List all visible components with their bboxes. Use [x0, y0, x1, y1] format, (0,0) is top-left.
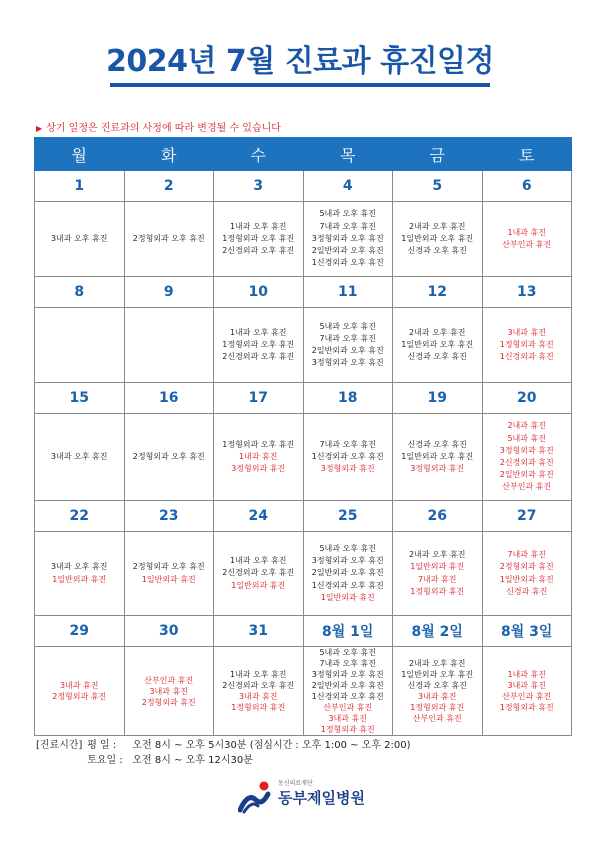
closure-cell [482, 647, 572, 736]
afternoon-closure: 1정형외과 오후 휴진 [222, 339, 295, 349]
date-cell: 11 [303, 277, 393, 308]
full-day-closure: 1일반외과 휴진 [52, 574, 107, 584]
full-day-closure: 1일반외과 휴진 [499, 574, 554, 584]
afternoon-closure: 1내과 오후 휴진 [229, 221, 287, 231]
full-day-closure: 3내과 휴진 [149, 686, 189, 696]
afternoon-closure: 5내과 오후 휴진 [319, 543, 377, 553]
afternoon-closure: 신경과 오후 휴진 [407, 246, 467, 256]
date-cell: 24 [214, 501, 304, 532]
afternoon-closure: 5내과 오후 휴진 [319, 648, 377, 657]
closure-cell [303, 414, 393, 501]
date-cell: 6 [482, 171, 572, 202]
closure-cell [482, 202, 572, 277]
afternoon-closure: 7내과 오후 휴진 [319, 333, 377, 343]
weekday-hours-label: 평 일 : [87, 740, 117, 751]
full-day-closure: 산부인과 휴진 [144, 675, 194, 685]
foundation-name: 동신의료재단 [278, 780, 313, 787]
full-day-closure: 산부인과 휴진 [412, 714, 462, 723]
date-cell: 15 [35, 383, 125, 414]
full-day-closure: 5내과 휴진 [507, 433, 547, 443]
full-day-closure: 1정형외과 휴진 [499, 703, 554, 712]
full-day-closure: 산부인과 휴진 [502, 692, 552, 701]
afternoon-closure: 2신경외과 오후 휴진 [222, 681, 295, 690]
full-day-closure: 1신경외과 휴진 [499, 352, 554, 362]
full-day-closure: 2일반외과 휴진 [499, 470, 554, 480]
date-cell: 22 [35, 501, 125, 532]
closure-row [35, 308, 572, 383]
afternoon-closure: 1내과 오후 휴진 [229, 670, 287, 679]
closure-cell [124, 308, 214, 383]
closure-row [35, 202, 572, 277]
date-cell: 16 [124, 383, 214, 414]
date-cell: 18 [303, 383, 393, 414]
full-day-closure: 3내과 휴진 [59, 681, 99, 690]
full-day-closure: 3내과 휴진 [417, 692, 457, 701]
full-day-closure: 7내과 휴진 [417, 574, 457, 584]
afternoon-closure: 1정형외과 오후 휴진 [222, 439, 295, 449]
closure-cell [393, 308, 483, 383]
date-row [35, 171, 572, 202]
afternoon-closure: 2정형외과 오후 휴진 [132, 233, 205, 243]
closure-cell [393, 414, 483, 501]
saturday-hours-value: 오전 8시 ~ 오후 12시30분 [132, 755, 253, 766]
closure-cell [214, 308, 304, 383]
afternoon-closure: 1신경외과 오후 휴진 [311, 692, 384, 701]
closure-cell [214, 647, 304, 736]
afternoon-closure: 1정형외과 오후 휴진 [222, 233, 295, 243]
weekday-header: 화 [124, 138, 214, 171]
full-day-closure: 산부인과 휴진 [502, 482, 552, 492]
closure-cell [303, 532, 393, 616]
closure-cell [124, 532, 214, 616]
weekday-header: 목 [303, 138, 393, 171]
afternoon-closure: 3정형외과 오후 휴진 [311, 556, 384, 566]
schedule-notice [36, 119, 281, 134]
afternoon-closure: 5내과 오후 휴진 [319, 209, 377, 219]
full-day-closure: 1일반외과 휴진 [320, 592, 375, 602]
closure-row [35, 414, 572, 501]
date-cell: 9 [124, 277, 214, 308]
afternoon-closure: 2내과 오후 휴진 [408, 327, 466, 337]
full-day-closure: 1정형외과 휴진 [410, 586, 465, 596]
full-day-closure: 3정형외과 휴진 [320, 464, 375, 474]
closure-cell [214, 532, 304, 616]
date-cell: 30 [124, 616, 214, 647]
afternoon-closure: 1일반외과 오후 휴진 [401, 339, 474, 349]
date-row [35, 501, 572, 532]
full-day-closure: 3내과 휴진 [328, 714, 368, 723]
full-day-closure: 3내과 휴진 [507, 681, 547, 690]
afternoon-closure: 신경과 오후 휴진 [407, 352, 467, 362]
afternoon-closure: 3내과 오후 휴진 [50, 451, 108, 461]
closure-cell [482, 308, 572, 383]
page-title: 2024년 7월 진료과 휴진일정 [105, 44, 495, 79]
full-day-closure: 1정형외과 휴진 [231, 703, 286, 712]
closure-cell [35, 414, 125, 501]
full-day-closure: 2신경외과 휴진 [499, 458, 554, 467]
date-cell: 8월 2일 [393, 616, 483, 647]
closure-cell [35, 647, 125, 736]
title-underline [110, 83, 490, 87]
afternoon-closure: 2일반외과 오후 휴진 [311, 568, 384, 578]
afternoon-closure: 2일반외과 오후 휴진 [311, 246, 384, 256]
closure-row [35, 532, 572, 616]
full-day-closure: 3정형외과 휴진 [231, 464, 286, 474]
afternoon-closure: 신경과 오후 휴진 [407, 681, 467, 690]
closure-calendar [34, 137, 572, 736]
date-cell: 1 [35, 171, 125, 202]
closure-cell [124, 414, 214, 501]
date-cell: 10 [214, 277, 304, 308]
full-day-closure: 신경과 휴진 [506, 586, 548, 596]
closure-cell [35, 202, 125, 277]
afternoon-closure: 5내과 오후 휴진 [319, 321, 377, 331]
afternoon-closure: 2내과 오후 휴진 [408, 221, 466, 231]
afternoon-closure: 1일반외과 오후 휴진 [401, 451, 474, 461]
closure-cell [482, 532, 572, 616]
date-cell: 12 [393, 277, 483, 308]
afternoon-closure: 7내과 오후 휴진 [319, 221, 377, 231]
closure-cell [124, 202, 214, 277]
full-day-closure: 1내과 휴진 [507, 670, 547, 679]
afternoon-closure: 7내과 오후 휴진 [319, 439, 377, 449]
weekday-header: 월 [35, 138, 125, 171]
full-day-closure: 2정형외과 휴진 [499, 562, 554, 572]
closure-cell [482, 414, 572, 501]
hospital-name: 동부제일병원 [278, 789, 365, 807]
afternoon-closure: 2일반외과 오후 휴진 [311, 346, 384, 355]
hours-label: [진료시간] [36, 740, 83, 751]
date-cell: 8월 1일 [303, 616, 393, 647]
weekday-header: 토 [482, 138, 572, 171]
closure-cell [124, 647, 214, 736]
date-cell: 26 [393, 501, 483, 532]
afternoon-closure: 2신경외과 오후 휴진 [222, 568, 295, 578]
hospital-emblem-icon [238, 780, 274, 814]
closure-cell [393, 202, 483, 277]
hospital-logo [238, 778, 378, 818]
date-cell: 8 [35, 277, 125, 308]
full-day-closure: 산부인과 휴진 [323, 703, 373, 712]
date-cell: 17 [214, 383, 304, 414]
afternoon-closure: 2신경외과 오후 휴진 [222, 352, 295, 362]
afternoon-closure: 1신경외과 오후 휴진 [311, 580, 384, 590]
date-cell: 19 [393, 383, 483, 414]
closure-cell [393, 532, 483, 616]
closure-cell [303, 202, 393, 277]
full-day-closure: 1정형외과 휴진 [499, 339, 554, 349]
full-day-closure: 1정형외과 휴진 [320, 725, 375, 734]
weekday-hours-value: 오전 8시 ~ 오후 5시30분 (점심시간 : 오후 1:00 ~ 오후 2:00) [132, 740, 411, 751]
full-day-closure: 1일반외과 휴진 [231, 580, 286, 590]
full-day-closure: 2정형외과 휴진 [52, 692, 107, 701]
full-day-closure: 1정형외과 휴진 [410, 703, 465, 712]
triangle-bullet-icon: ▶ [36, 124, 43, 133]
afternoon-closure: 7내과 오후 휴진 [319, 659, 377, 668]
full-day-closure: 7내과 휴진 [507, 550, 547, 560]
date-cell: 3 [214, 171, 304, 202]
notice-text: 상기 일정은 진료과의 사정에 따라 변경될 수 있습니다 [46, 123, 281, 134]
full-day-closure: 1일반외과 휴진 [410, 562, 465, 572]
date-cell: 20 [482, 383, 572, 414]
closure-cell [35, 308, 125, 383]
afternoon-closure: 1일반외과 오후 휴진 [401, 670, 474, 679]
afternoon-closure: 2일반외과 오후 휴진 [311, 681, 384, 690]
date-row [35, 616, 572, 647]
full-day-closure: 2내과 휴진 [507, 421, 547, 431]
full-day-closure: 3정형외과 휴진 [410, 464, 465, 474]
full-day-closure: 1일반외과 휴진 [141, 574, 196, 584]
date-row [35, 383, 572, 414]
date-row [35, 277, 572, 308]
date-cell: 4 [303, 171, 393, 202]
weekday-header: 수 [214, 138, 304, 171]
afternoon-closure: 3정형외과 오후 휴진 [311, 670, 384, 679]
closure-cell [303, 308, 393, 383]
date-cell: 13 [482, 277, 572, 308]
date-cell: 2 [124, 171, 214, 202]
full-day-closure: 1내과 휴진 [238, 451, 278, 461]
date-cell: 23 [124, 501, 214, 532]
saturday-hours-label: 토요일 : [87, 755, 123, 766]
full-day-closure: 3정형외과 휴진 [499, 445, 554, 455]
date-cell: 31 [214, 616, 304, 647]
afternoon-closure: 2신경외과 오후 휴진 [222, 246, 295, 256]
closure-row [35, 647, 572, 736]
full-day-closure: 3내과 휴진 [238, 692, 278, 701]
closure-cell [303, 647, 393, 736]
afternoon-closure: 2내과 오후 휴진 [408, 550, 466, 560]
afternoon-closure: 2정형외과 오후 휴진 [132, 562, 205, 572]
afternoon-closure: 3내과 오후 휴진 [50, 562, 108, 572]
date-cell: 8월 3일 [482, 616, 572, 647]
afternoon-closure: 3내과 오후 휴진 [50, 233, 108, 243]
date-cell: 27 [482, 501, 572, 532]
afternoon-closure: 1내과 오후 휴진 [229, 327, 287, 337]
afternoon-closure: 1신경외과 오후 휴진 [311, 258, 384, 268]
afternoon-closure: 2내과 오후 휴진 [408, 659, 466, 668]
weekday-header: 금 [393, 138, 483, 171]
full-day-closure: 2정형외과 휴진 [141, 697, 196, 707]
afternoon-closure: 1내과 오후 휴진 [229, 556, 287, 566]
date-cell: 29 [35, 616, 125, 647]
afternoon-closure: 1일반외과 오후 휴진 [401, 233, 474, 243]
full-day-closure: 산부인과 휴진 [502, 240, 552, 249]
closure-cell [393, 647, 483, 736]
afternoon-closure: 1신경외과 오후 휴진 [311, 451, 384, 461]
afternoon-closure: 신경과 오후 휴진 [407, 439, 467, 449]
full-day-closure: 3내과 휴진 [507, 327, 547, 337]
closure-cell [214, 202, 304, 277]
closure-cell [35, 532, 125, 616]
afternoon-closure: 2정형외과 오후 휴진 [132, 451, 205, 461]
afternoon-closure: 3정형외과 오후 휴진 [311, 358, 384, 368]
date-cell: 25 [303, 501, 393, 532]
date-cell: 5 [393, 171, 483, 202]
closure-cell [214, 414, 304, 501]
afternoon-closure: 3정형외과 오후 휴진 [311, 233, 384, 243]
weekday-header-row [35, 138, 572, 171]
full-day-closure: 1내과 휴진 [507, 227, 547, 237]
clinic-hours [36, 738, 411, 768]
